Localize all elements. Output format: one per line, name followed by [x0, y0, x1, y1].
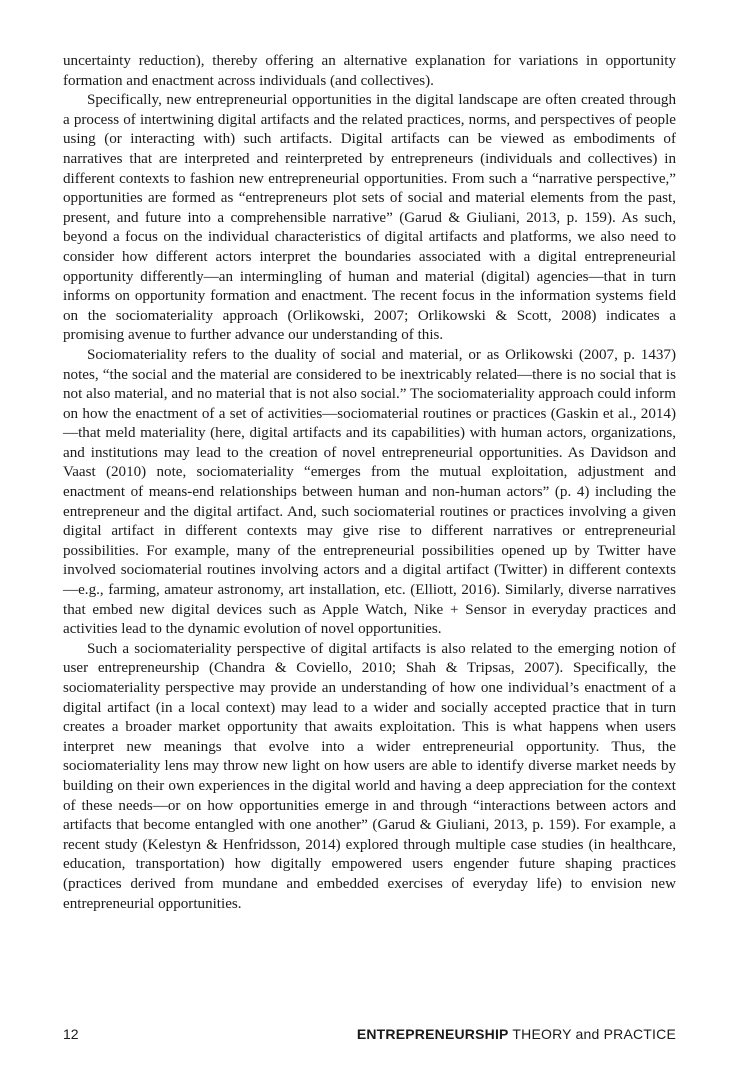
paragraph-sociomateriality: Sociomateriality refers to the duality of social and material, or as Orlikowski (2007, p. 1437) notes, “the social and the material are considered to be inextricably related—there is no social that is not also material, and no material that is not also social.” The sociomateriality approach could inform on how the enactment of a set of activities—sociomaterial routines or practices (Gaskin et al., 2014)—that meld materiality (here, digital artifacts and its capabilities) with human actors, organizations, and institutions may lead to the creation of novel entrepreneurial opportunities. As Davidson and Vaast (2010) note, sociomateriality “emerges from the mutual exploitation, adjustment and enactment of means-end relationships between human and non-human actors” (p. 4) including the entrepreneur and the digital artifact. And, such sociomaterial routines or practices involving a given digital artifact in different contexts may give rise to different narratives or entrepreneurial possibilities. For example, many of the entrepreneurial possibilities opened up by Twitter have involved sociomaterial routines involving actors and a digital artifact (Twitter) in different contexts—e.g., farming, amateur astronomy, art installation, etc. (Elliott, 2016). Similarly, diverse narratives that embed new digital devices such as Apple Watch, Nike + Sensor in everyday practices and activities lead to the dynamic evolution of novel opportunities.	[63, 346, 676, 638]
journal-title	[357, 1026, 676, 1042]
paragraph-user-entrepreneurship: Such a sociomateriality perspective of digital artifacts is also related to the emerging notion of user entrepreneurship (Chandra & Coviello, 2010; Shah & Tripsas, 2007). Specifically, the sociomateriality perspective may provide an understanding of how one individual’s enactment of a digital artifact (in a local context) may lead to a wider and socially accepted practice that in turn creates a broader market opportunity that awaits exploitation. This is what happens when users interpret new meanings that evolve into a wider entrepreneurial opportunity. Thus, the sociomateriality lens may throw new light on how users are able to identify diverse market needs by building on their own experiences in the digital world and having a deep appreciation for the context of these needs—or on how opportunities emerge in and through “interactions between actors and artifacts that become entangled with one another” (Garud & Giuliani, 2013, p. 159). For example, a recent study (Kelestyn & Henfridsson, 2014) explored through multiple case studies (in healthcare, education, transportation) how digitally empowered users engender future shaping practices (practices derived from mundane and embedded exercises of everyday life) to envision new entrepreneurial opportunities.	[63, 640, 676, 912]
page-footer	[63, 1026, 676, 1048]
journal-title-rest: THEORY and PRACTICE	[508, 1026, 676, 1042]
paragraph-narrative-perspective: Specifically, new entrepreneurial opportunities in the digital landscape are often created through a process of intertwining digital artifacts and the related practices, norms, and perspectives of people using (or interacting with) such artifacts. Digital artifacts can be viewed as embodiments of narratives that are interpreted and reinterpreted by entrepreneurs (individuals and collectives) in different contexts to fashion new entrepreneurial opportunities. From such a “narrative perspective,” opportunities are formed as “entrepreneurs plot sets of social and material elements from the past, present, and future into a comprehensible narrative” (Garud & Giuliani, 2013, p. 159). As such, beyond a focus on the individual characteristics of digital artifacts and platforms, we also need to consider how different actors interpret the boundaries associated with a digital entrepreneurial opportunity differently—an intermingling of human and material (digital) agencies—that in turn informs on opportunity formation and enactment. The recent focus in the information systems field on the sociomateriality approach (Orlikowski, 2007; Orlikowski & Scott, 2008) indicates a promising avenue to further advance our understanding of this.	[63, 92, 676, 344]
body-text	[63, 52, 676, 914]
paragraph-continuation: uncertainty reduction), thereby offering an alternative explanation for variations in opportunity formation and enactment across individuals (and collectives).	[63, 53, 676, 89]
journal-title-bold: ENTREPRENEURSHIP	[356, 1026, 509, 1042]
page-number: 12	[63, 1026, 79, 1042]
